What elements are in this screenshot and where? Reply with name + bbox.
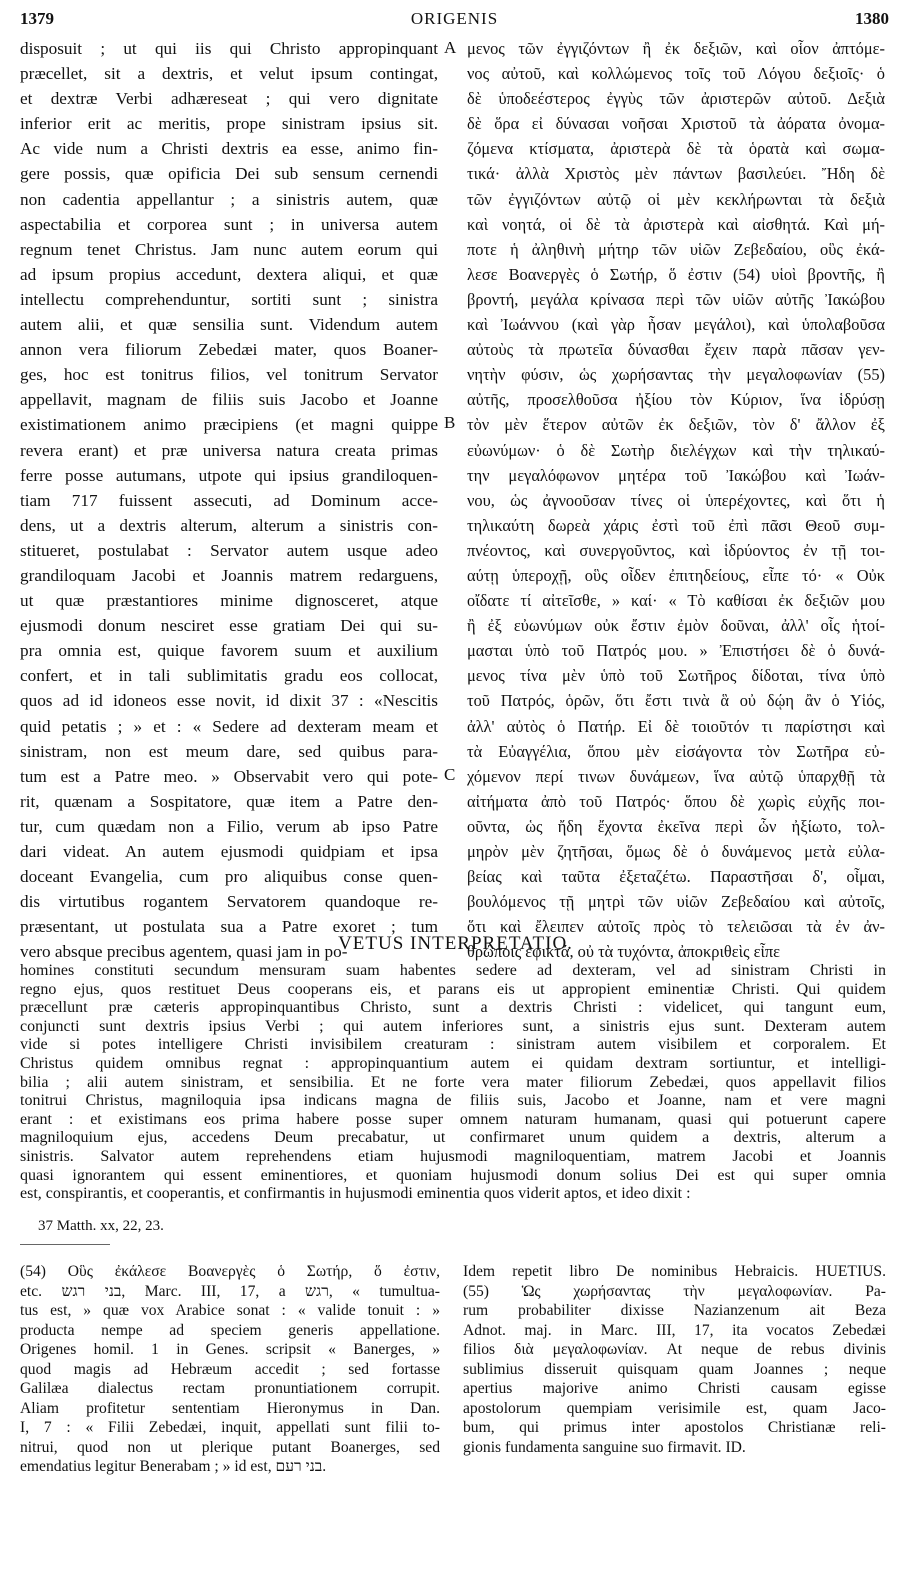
greek-text-line: μηρὸν μὲν ζητῆσαι, ὅμως δὲ ὁ δυνάμενος μετὰ εὐλα- xyxy=(467,842,885,861)
latin-text-line: tiam 717 fuissent assecuti, ad Dominum acce- xyxy=(20,490,438,510)
latin-text-line: pra omnia est, quique favorem suum et auxilium xyxy=(20,641,438,661)
latin-text-line: annon vera filiorum Zebedæi mater, quos Boaner- xyxy=(20,340,438,360)
greek-text-line: χόμενον περί τινων δυνάμεων, ἵνα αὐτῷ ὑπαρχθῇ τὰ xyxy=(467,766,885,786)
latin-text-line: non cadentia appellantur ; a sinistris autem, quæ xyxy=(20,189,438,209)
latin-text-line: tur, cum quædam non a Filio, verum ab ipso Patre xyxy=(20,816,438,836)
latin-text-line: ferre posse autumans, utpote qui ipsius grandiloquen- xyxy=(20,465,438,485)
latin-text-line: disposuit ; ut qui iis qui Christo appropinquant xyxy=(20,39,438,58)
greek-text-line: ζόμενα κτίσματα, ἀριστερὰ δὲ τὰ ὁρατὰ καὶ σωμα- xyxy=(467,139,885,159)
greek-text-line: νος αὐτοῦ, καὶ κολλώμενος τοῖς τοῦ Λόγου δεξιοῖς· ὁ xyxy=(467,64,885,84)
latin-column xyxy=(20,36,438,964)
latin-text-line: tum est a Patre meo. » Observabit vero qui pote- xyxy=(20,766,438,786)
vetus-text-line: quasi ignorantem qui essent eminentiores, et quoniam hujusmodi donum solius Dei est qui super omnia xyxy=(20,1166,886,1184)
section-title: VETUS INTERPRETATIO. xyxy=(338,933,573,954)
greek-text-line: αὐτοὺς τὰ πρωτεῖα δύνασθαι ἔχειν παρὰ πᾶσαν γεν- xyxy=(467,340,885,360)
greek-text-line: εὐωνύμων· ὁ δὲ Σωτὴρ διελέγχων καὶ τὴν τηλικαύ- xyxy=(467,440,885,460)
greek-text-line: δὲ ὅρα εἰ δύνασαι νοῆσαι Χριστοῦ τὰ ἀόρατα ὀνομα- xyxy=(467,114,885,134)
greek-text-line: τηλικαύτη δωρεὰ χάρις ἐστὶ τοῦ ἐπὶ πᾶσι Θεοῦ συμ- xyxy=(467,515,885,535)
greek-text-line: οἴδατε τί αἰτεῖσθε, » καί· « Τὸ καθίσαι ἐκ δεξιῶν μου xyxy=(467,591,885,611)
note-line: Idem repetit libro De nominibus Hebraicis. HUETIUS. xyxy=(463,1263,886,1280)
latin-text-line: confert, et in tali sublimitatis gradu eos collocat, xyxy=(20,666,438,686)
running-title: ORIGENIS xyxy=(410,9,499,28)
greek-text-line: δὲ ὑποδεέστερος ἐγγὺς τῶν ἀριστερῶν αὐτοῦ. Δεξιὰ xyxy=(467,89,885,109)
greek-text-line: μασται ὑπὸ τοῦ Πατρός μου. » Ἐπιστήσει δὲ ὁ δυνά- xyxy=(467,641,885,661)
latin-text-line: quid petatis ; » et : « Sedere ad dexteram meam et xyxy=(20,716,438,736)
section-marker-a: A xyxy=(444,38,457,57)
note-line: sublimius disseruit quisquam quam Joannes ; neque xyxy=(463,1360,886,1378)
latin-text-line: ejusmodi donum nesciret esse gratiam Dei qui su- xyxy=(20,616,438,636)
latin-text-line: gere possis, quæ opificia Dei sub sensum cernendi xyxy=(20,164,438,184)
greek-text-line: τοῦ Πατρός, ὁρῶν, ὅτι ἔστι τινὰ ἃ οὐ δῴη ἂν ὁ Υἱός, xyxy=(467,691,885,711)
greek-text-line: αὐτῆς, προσελθοῦσα ἠξίου τὸν Κύριον, ἵνα ἱδρύσῃ xyxy=(467,390,885,410)
note-line: I, 7 : « Filii Zebedæi, inquit, appellati sunt filii to- xyxy=(20,1419,440,1436)
latin-text-line: rit, quænam a Sospitatore, quæ item a Patre den- xyxy=(20,791,438,811)
latin-text-line: ut quæ præstantiores minime dignosceret, atque xyxy=(20,591,438,611)
latin-text-line: inferior erit ac meritis, prope sinistram ipsius sit. xyxy=(20,114,438,134)
section-marker-c: C xyxy=(444,765,456,784)
vetus-text-line: erant : et existimans eos prima habere posse super omnem naturam humanam, quasi qui potuerunt capere xyxy=(20,1110,886,1128)
note-line: bum, qui primus inter apostolos Christianæ reli- xyxy=(463,1419,886,1436)
vetus-text-line: homines constituti secundum mensuram suam habentes sedere ad dexteram, vel ad sinistram Christi in xyxy=(20,962,886,979)
latin-text-line: dens, ut a dextris alterum, alterum a sinistris con- xyxy=(20,515,438,535)
note-line: apostolorum quempiam verisimile est, quam Jaco- xyxy=(463,1399,886,1417)
latin-text-line: appellavit, magnam de filiis suis Jacobo et Joanne xyxy=(20,390,438,410)
latin-text-line: Ac vide num a Christi dextris ea esse, animo fin- xyxy=(20,139,438,159)
note-line: (54) Οὓς ἐκάλεσε Βοανεργὲς ὁ Σωτήρ, ὅ ἐστιν, xyxy=(20,1263,440,1280)
latin-text-line: dis virtutibus rogantem Servatorem quandoque re- xyxy=(20,892,438,912)
note-line: Origenes homil. 1 in Genes. scripsit « Banerges, » xyxy=(20,1341,440,1358)
greek-text-line: τὰ Εὐαγγέλια, ὅπου μὲν εἰσάγοντα τὸν Σωτῆρα εὐ- xyxy=(467,741,885,761)
latin-text-line: regnum tenet Christus. Jam nunc autem eorum qui xyxy=(20,239,438,259)
vetus-text-line: conjuncti sunt dextris ipsius Verbi ; qui autem inferiores sunt, a sinistris ejus sunt. Dexteram autem xyxy=(20,1017,886,1035)
greek-text-line: καὶ νοητά, οἱ δὲ τὰ ἀριστερὰ καὶ αἰσθητά. Καὶ μή- xyxy=(467,214,885,234)
notes-right-column xyxy=(463,1262,886,1457)
vetus-text-line: tonitrui Christus, magniloquia ipsa indicans magna de filiis suis, Jacobo et Joanne, nam et vere magni xyxy=(20,1092,886,1110)
latin-text-line: stitueret, postulabat : Servator autem usque adeo xyxy=(20,540,438,560)
greek-text-line: την μεγαλόφωνον μητέρα τοῦ Ἰακώβου καὶ Ἰωάν- xyxy=(467,465,885,485)
greek-text-line: λεσε Βοανεργὲς ὁ Σωτήρ, ὅ ἐστιν (54) υἱοὶ βροντῆς, ἢ xyxy=(467,264,885,284)
note-line: apertius majorive animo Christi causam egisse xyxy=(463,1380,886,1397)
section-marker-b: B xyxy=(444,413,456,432)
running-header xyxy=(20,9,889,35)
latin-text-line: ad ipsum propius accedunt, dextera aliqui, et quæ xyxy=(20,264,438,284)
vetus-text-line: bilia ; alii autem sinistram, et sensibilia. Et ne forte vera mater filiorum Zebedæi, quos appellavit filios xyxy=(20,1073,886,1091)
greek-text-line: τῶν ἐγγιζόντων αὐτῷ οἱ μὲν κεκλήρωνται τὰ δεξιὰ xyxy=(467,189,885,209)
latin-text-line: grandiloquam Jacobi et Joannis matrem redarguens, xyxy=(20,565,438,585)
latin-text-line: quos ad id idoneos esse novit, id dixit 37 : «Nescitis xyxy=(20,691,438,711)
latin-text-line: intellectu comprehenduntur, sortiti sunt ; sinistra xyxy=(20,289,438,309)
greek-text-line: ἀλλ' αὐτὸς ὁ Πατήρ. Εἰ δὲ τοιοῦτόν τι παρίστησι καὶ xyxy=(467,716,885,736)
greek-text-line: βροντή, μεγάλα κρίνασα περὶ τῶν υἱῶν αὐτῆς Ἰακώβου xyxy=(467,289,885,309)
vetus-interpretatio-text xyxy=(20,962,886,1204)
note-line: quod magis ad Hebræum accedit ; sed fortasse xyxy=(20,1360,440,1378)
greek-text-line: ποτε ἡ ἀληθινὴ μήτηρ τῶν υἱῶν Ζεβεδαίου, οὓς ἐκά- xyxy=(467,239,885,259)
footnote-reference: 37 Matth. xx, 22, 23. xyxy=(38,1218,164,1234)
note-line: emendatius legitur Benerabam ; » id est, בני רעם. xyxy=(20,1458,327,1475)
greek-text-line: βείας καὶ ταῦτα ἐξεταζέτω. Παραστῆσαι δ', οἶμαι, xyxy=(467,867,885,887)
note-line: nitrui, quod non ut plerique putant Boanerges, sed xyxy=(20,1438,440,1456)
greek-text-line: νητὴν φύσιν, ὡς χωρήσαντας τὴν μεγαλοφωνίαν (55) xyxy=(467,365,885,385)
greek-text-line: τὸν μὲν ἕτερον αὐτῶν ἐκ δεξιῶν, τὸν δ' ἄλλον ἐξ xyxy=(467,415,885,435)
latin-text-line: existimationem animo præcipiens (et magni quippe xyxy=(20,415,438,435)
note-line: Adnot. maj. in Marc. III, 17, ita vocatos Zebedæi xyxy=(463,1321,886,1339)
greek-text-line: μενος τῶν ἐγγιζόντων ἢ ἐκ δεξιῶν, καὶ οἷον ἀπτόμε- xyxy=(467,39,885,58)
latin-text-line: vero absque precibus agentem, quasi jam in po- xyxy=(20,942,348,962)
latin-text-line: præcellet, sit a dextris, et velut ipsum contingat, xyxy=(20,64,438,84)
note-line: Aliam profitetur sententiam Hieronymus in Dan. xyxy=(20,1399,440,1417)
page-number-left: 1379 xyxy=(20,9,54,28)
greek-text-line: βουλόμενος τῇ μητρὶ τῶν υἱῶν Ζεβεδαίου καὶ αὐτοῖς, xyxy=(467,892,885,912)
vetus-text-line: præcellunt præ cæteris appropinquantibus Christo, sunt a dextris Christi : videlicet, qui tangunt eum, xyxy=(20,999,886,1017)
latin-text-line: sinistram, non est meum dare, sed quibus para- xyxy=(20,741,438,761)
greek-text-line: πνέοντος, καὶ συνεργοῦντος, καὶ ἱδρύοντος ἐν τῇ τοι- xyxy=(467,540,885,560)
latin-text-line: et dextræ Verbi adhæreseat ; qui vero dignitate xyxy=(20,89,438,109)
latin-text-line: doceant Evangelia, cum pro aliquibus conse quen- xyxy=(20,867,438,887)
note-line: tus est, » quæ vox Arabice sonat : « valide tonuit : » xyxy=(20,1302,440,1319)
vetus-text-line: vide si potes intelligere Christi invisibilem creaturam : sinistram autem visibilem et corporalem. Et xyxy=(20,1036,886,1054)
greek-text-line: ὅτι καὶ ἔλειπεν αὐτοῖς πρὸς τὸ τελειῶσαι τὰ ἐν ἀν- xyxy=(467,917,885,937)
page-number-right: 1380 xyxy=(855,9,889,28)
note-line: producta nempe ad speciem generis appellatione. xyxy=(20,1321,440,1339)
vetus-text-line: sinistris. Salvator autem reprehendens etiam hujusmodi magniloquentiam, matrem Jacobi et Joannis xyxy=(20,1147,886,1165)
greek-text-line: θρώποις ἐφικτά, οὐ τὰ τυχόντα, ἀποκριθεὶς εἶπε xyxy=(467,942,781,962)
vetus-text-line: magniloquium ejus, accedens Deum precabatur, ut confirmaret unum quidem a dextris, alterum a xyxy=(20,1129,886,1147)
greek-text-line: μενος τίνα μὲν ὑπὸ τοῦ Σωτῆρος δίδοται, τίνα ὑπὸ xyxy=(467,666,885,686)
greek-text-line: τικά· ἀλλὰ Χριστὸς μὲν πάντων βασιλεύει. Ἤδη δὲ xyxy=(467,164,885,184)
greek-text-line: αύτῃ ὑπεροχῇ, οὓς οἶδεν ἐπιτηδείους, εἶπε τό· « Οὐκ xyxy=(467,565,885,585)
note-line: (55) Ὡς χωρήσαντας τὴν μεγαλοφωνίαν. Pa- xyxy=(463,1282,886,1300)
greek-text-line: οῦντα, ὡς ἤδη ἔχοντα ἐκεῖνα περὶ ὧν ἠξίωτο, τολ- xyxy=(467,816,885,836)
note-line: gionis fundamenta sanguine suo firmavit. ID. xyxy=(463,1438,746,1456)
greek-column xyxy=(467,36,885,964)
note-line: Galilæa dialectus rectam pronuntiationem corrupit. xyxy=(20,1380,440,1397)
greek-text-line: ἢ ἐξ εὐωνύμων οὐκ ἔστιν ἐμὸν δοῦναι, ἀλλ' οἷς ἡτοί- xyxy=(467,616,885,636)
note-line: filios διὰ μεγαλοφωνίαν. At neque de rebus divinis xyxy=(463,1341,886,1358)
latin-text-line: dari videat. An autem ejusmodi quidpiam et ipsa xyxy=(20,842,438,861)
note-line: etc. בני רגש, Marc. III, 17, a רגש, « tumultua- xyxy=(20,1282,440,1300)
greek-text-line: καὶ Ἰωάννου (καὶ γὰρ ἦσαν μεγάλοι), καὶ ὑπολαβοῦσα xyxy=(467,315,885,335)
vetus-text-line: regno ejus, quos restituet Deus cooperans eis, et parans eis ut appropient eminentiæ Christi. Qui quidem xyxy=(20,980,886,998)
latin-text-line: autem alii, et quæ sensilia sunt. Videndum autem xyxy=(20,315,438,335)
latin-text-line: præsentant, ut postulata sua a Patre exoret ; tum xyxy=(20,917,438,937)
vetus-text-line: est, conspirantis, et cooperantis, et confirmantis in hujusmodi eminentia quos viderit aptos, et ideo dixit : xyxy=(20,1185,691,1203)
latin-text-line: ges, hoc est tonitrus filios, vel tonitrum Servator xyxy=(20,365,438,385)
greek-text-line: νου, ὡς ἀγνοοῦσαν τίνες οἱ ὑπερέχοντες, καὶ ὅτι ἡ xyxy=(467,490,885,510)
footnote-divider xyxy=(20,1244,110,1245)
notes-left-column xyxy=(20,1262,440,1477)
greek-text-line: αἰτήματα ἀπὸ τοῦ Πατρός· ὅπου δὲ χωρὶς εὐχῆς ποι- xyxy=(467,791,885,811)
latin-text-line: aspectabilia et corporea sunt ; in universa autem xyxy=(20,214,438,234)
vetus-text-line: Christus quidem omnibus regnat : appropinquantium autem ei quidam dextram sortiuntur, et intelligi- xyxy=(20,1054,886,1072)
latin-text-line: revera erant) et præ universa natura creata primas xyxy=(20,440,438,460)
note-line: rum probabiliter dixisse Nazianzenum ait Beza xyxy=(463,1302,886,1319)
